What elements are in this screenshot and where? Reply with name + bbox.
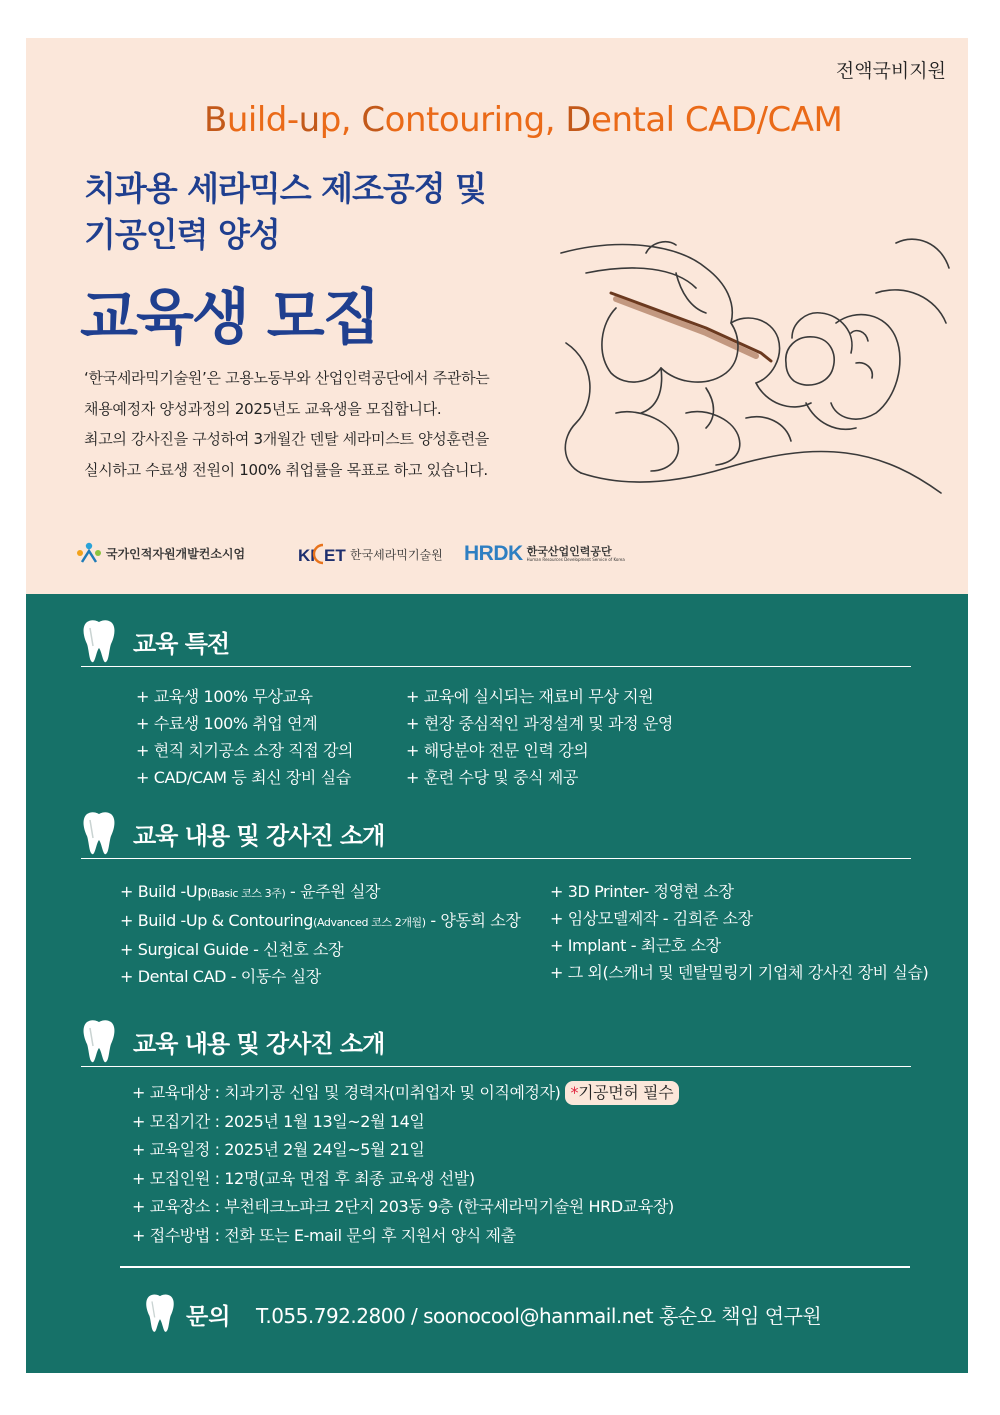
benefits-heading: 교육 특전 [81, 618, 911, 667]
main-title: 교육생 모집 [80, 283, 379, 353]
intro-text: ‘한국세라믹기술원’은 고용노동부와 산업인력공단에서 주관하는 채용예정자 양성과정의 2025년도 교육생을 모집합니다. 최고의 강사진을 구성하여 3개월간 덴탈 세라미스트 양성훈련을 실시하고 수료생 전원이 100% 취업률을 목표로 하고 있습니다. [84, 369, 490, 479]
tooth-icon [144, 1292, 176, 1334]
list-item: + 모집기간 : 2025년 1월 13일~2월 14일 [132, 1111, 425, 1131]
list-item: + 현직 치기공소 소장 직접 강의 [136, 741, 354, 760]
list-item: + Surgical Guide - 신천호 소장 [120, 940, 344, 959]
header-section [26, 38, 968, 594]
list-item: + 교육생 100% 무상교육 [136, 687, 313, 706]
hrdk-mark: HRDK [464, 542, 523, 565]
list-item: + Dental CAD - 이동수 실장 [120, 967, 321, 986]
divider [120, 1266, 910, 1268]
contact-label: 문의 [186, 1304, 231, 1330]
tooth-icon [81, 618, 117, 664]
list-item: + 3D Printer- 정영현 소장 [550, 882, 734, 901]
contact-details: T.055.792.2800 / soonocool@hanmail.net 홍순오 책임 연구원 [256, 1304, 822, 1328]
list-item: + 수료생 100% 취업 연계 [136, 714, 318, 733]
list-item: + 임상모델제작 - 김희준 소장 [550, 909, 753, 928]
tooth-icon [81, 810, 117, 856]
curriculum-list-right [550, 878, 928, 986]
details-list [132, 1079, 679, 1250]
funding-badge: 전액국비지원 [835, 60, 946, 82]
details-heading: 교육 내용 및 강사진 소개 [81, 1018, 911, 1067]
list-item: + 훈련 수당 및 중식 제공 [406, 768, 578, 787]
dental-hands-illustration [556, 213, 951, 513]
list-item: + 교육에 실시되는 재료비 무상 지원 [406, 687, 654, 706]
license-badge: *기공면허 필수 [565, 1081, 680, 1105]
list-item: + 모집인원 : 12명(교육 면접 후 최종 교육생 선발) [132, 1168, 475, 1188]
contact-info [144, 1290, 944, 1336]
list-item: + Implant - 최근호 소장 [550, 936, 721, 955]
hrdk-logo: HRDK 한국산업인력공단 Human Resources Development Service of Korea [464, 542, 625, 565]
list-item: + 현장 중심적인 과정설계 및 과정 운영 [406, 714, 673, 733]
english-headline: Build-up, Contouring, Dental CAD/CAM [204, 100, 843, 140]
curriculum-heading: 교육 내용 및 강사진 소개 [81, 810, 911, 859]
consortium-star-icon [76, 542, 102, 564]
benefits-list-right [406, 683, 673, 791]
list-item: + 교육일정 : 2025년 2월 24일~5월 21일 [132, 1140, 425, 1159]
kicet-mark-icon [298, 542, 346, 566]
curriculum-list-left [120, 878, 520, 990]
tooth-icon [81, 1018, 117, 1064]
list-item: + CAD/CAM 등 최신 장비 실습 [136, 768, 351, 787]
consortium-logo: 국가인적자원개발컨소시엄 [76, 542, 245, 564]
list-item: + 교육대상 : 치과기공 신입 및 경력자(미취업자 및 이직예정자) *기공면허 필수 [132, 1079, 679, 1108]
list-item: + Build -Up(Basic 코스 3주) - 윤주원 실장 [120, 882, 381, 901]
list-item: + 접수방법 : 전화 또는 E-mail 문의 후 지원서 양식 제출 [132, 1225, 516, 1245]
list-item: + 교육장소 : 부천테크노파크 2단지 203동 9층 (한국세라믹기술원 HRD교육장) [132, 1197, 674, 1216]
svg-text:KI: KI [298, 546, 315, 565]
svg-text:ET: ET [324, 546, 346, 565]
list-item: + 그 외(스캐너 및 덴탈밀링기 기업체 강사진 장비 실습) [550, 963, 929, 982]
poster [26, 38, 968, 1373]
list-item: + 해당분야 전문 인력 강의 [406, 741, 589, 760]
list-item: + Build -Up & Contouring(Advanced 코스 2개월) - 양동희 소장 [120, 911, 521, 930]
benefits-list-left [136, 683, 353, 791]
kicet-logo: KI ET 한국세라믹기술원 [298, 542, 443, 566]
course-title: 치과용 세라믹스 제조공정 및 기공인력 양성 [84, 169, 487, 254]
